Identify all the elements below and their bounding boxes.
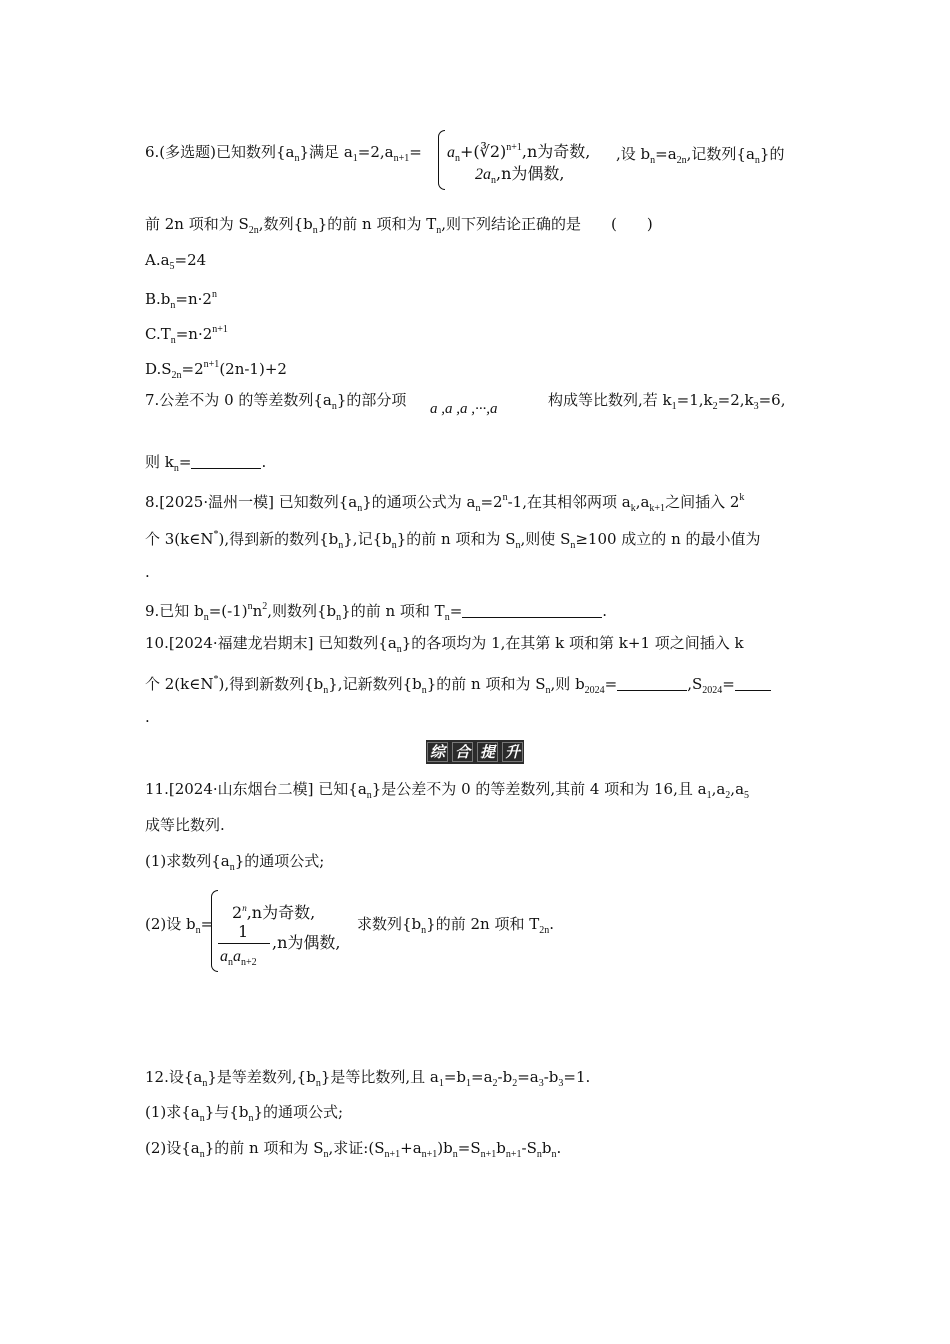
- q6-option-d: $D.S_{2n}=2^{n+1}(2n-1)+2$: [145, 359, 287, 381]
- q11-case-odd: 2$^n$,n为奇数,: [232, 903, 316, 922]
- q6-option-c: $C.T_n=n\cdot 2^{n+1}$: [145, 324, 228, 346]
- q7-answer-blank[interactable]: [191, 454, 261, 469]
- q7-line1: 7.公差不为 0 的等差数列$\{a_n\}$的部分项: [145, 391, 407, 412]
- q6-case-odd: $a_n+(∛2)^{n+1},n$为奇数,: [447, 142, 591, 164]
- q10-line3: .: [145, 708, 150, 726]
- q9-answer-blank[interactable]: [462, 603, 602, 618]
- q11-part2-left: (2)设 $b_n=$: [145, 915, 214, 936]
- section-banner-comprehensive: [426, 740, 524, 764]
- q6-case-even: $2a_n,n$为偶数,: [475, 164, 565, 186]
- q11-fraction-numerator: 1: [238, 922, 249, 941]
- q11-line2: 成等比数列.: [145, 816, 225, 834]
- q12-part1: (1)求$\{a_n\}$与$\{b_n\}$的通项公式;: [145, 1103, 344, 1124]
- q6-line1-right: ,设 $b_n=a_{2n}$,记数列$\{a_n\}$的: [616, 145, 785, 166]
- q11-fraction-bar: [218, 943, 270, 944]
- q10-blank-s2024[interactable]: [735, 676, 771, 691]
- banner-char: 提: [477, 742, 498, 762]
- q6-line2: 前 2n 项和为 $S_{2n}$,数列$\{b_n\}$的前 n 项和为 $T_n$,则下列结论正确的是 ( ): [145, 215, 653, 236]
- q7-line1-right: 构成等比数列,若 $k_1=1,k_2=2,k_3=6$,: [548, 391, 786, 412]
- q11-part2-right: 求数列$\{b_n\}$的前 2n 项和 $T_{2n}$.: [357, 915, 554, 936]
- q11-piecewise-brace: [211, 890, 218, 972]
- q6-option-a: $A.a_5=24$: [145, 251, 207, 272]
- q6-option-b: $B.b_n=n\cdot 2^n$: [145, 289, 217, 311]
- q11-case-even-tail: ,n为偶数,: [272, 933, 341, 952]
- q8-line1: 8.[2025·温州一模] 已知数列$\{a_n\}$的通项公式为 $a_n=2^n-1$,在其相邻两项 $a_k,a_{k+1}$之间插入 2$^k$: [145, 492, 745, 514]
- q8-line3: .: [145, 563, 150, 581]
- q8-line2: 个 3(k∈N*),得到新的数列$\{b_n\}$,记$\{b_n\}$的前 n 项和为 $S_n$,则使 $S_n\ge 100$ 成立的 n 的最小值为: [145, 529, 761, 551]
- q12-part2: (2)设$\{a_n\}$的前 n 项和为 $S_n$,求证$:(S_{n+1}+a_{n+1})b_n=S_{n+1}b_{n+1}-S_nb_n$.: [145, 1139, 562, 1160]
- q11-fraction-denominator: $a_na_{n+2}$: [220, 948, 257, 968]
- q10-line2: 个 2(k∈N*),得到新数列$\{b_n\}$,记新数列$\{b_n\}$的前 n 项和为 $S_n$,则 $b_{2024}= ,S_{2024}=$: [145, 669, 771, 702]
- q9-line: 9.已知 $b_n=(-1)^nn^2$,则数列$\{b_n\}$的前 n 项和 $T_n=$ .: [145, 601, 608, 623]
- q10-line1: 10.[2024·福建龙岩期末] 已知数列$\{a_n\}$的各项均为 1,在其第 k 项和第 k+1 项之间插入 k: [145, 634, 744, 655]
- banner-char: 升: [502, 742, 523, 762]
- q6-piecewise-brace: [438, 130, 445, 190]
- q7-subsequence: a ,a ,a ,···,a: [430, 401, 498, 417]
- q11-part1: (1)求数列$\{a_n\}$的通项公式;: [145, 852, 325, 873]
- q11-line1: 11.[2024·山东烟台二模] 已知$\{a_n\}$是公差不为 0 的等差数列,其前 4 项和为 16,且 $a_1,a_2,a_5$: [145, 780, 750, 801]
- q7-line2: 则 $k_n=$ .: [145, 453, 267, 474]
- q12-line1: 12.设$\{a_n\}$是等差数列$,\{b_n\}$是等比数列,且 $a_1=b_1=a_2-b_2=a_3-b_3=1$.: [145, 1068, 591, 1089]
- banner-char: 综: [427, 742, 448, 762]
- banner-char: 合: [452, 742, 473, 762]
- q6-line1-left: 6.(多选题)已知数列$\{a_n\}$满足 $a_1=2,a_{n+1}=$: [145, 143, 422, 164]
- q10-blank-b2024[interactable]: [617, 676, 687, 691]
